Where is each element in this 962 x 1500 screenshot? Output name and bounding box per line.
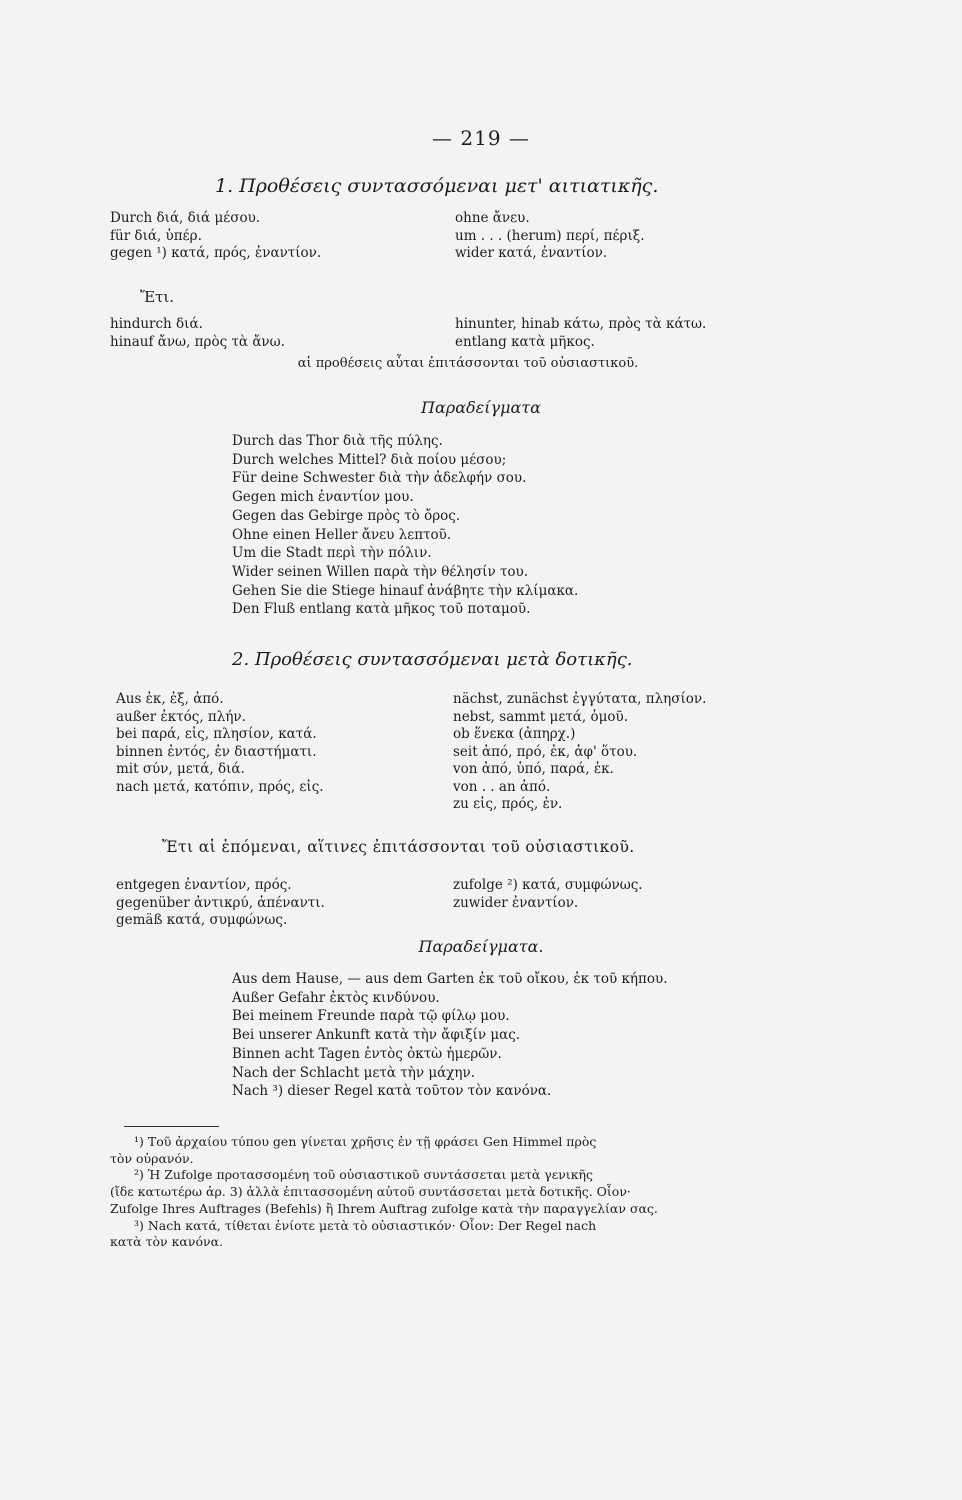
footnote-line: Zufolge Ihres Auftrages (Befehls) ἢ Ihrem Auftrag zufolge κατὰ τὴν παραγγελίαν σας. [110,1200,658,1216]
list-item: entgegen ἐναντίον, πρός. [116,877,292,893]
footnote-line: τὸν οὐρανόν. [110,1150,194,1166]
list-item: hinauf ἄνω, πρὸς τὰ ἄνω. [110,333,285,350]
example-line: Nach ³) dieser Regel κατὰ τοῦτον τὸν κανόνα. [232,1083,552,1100]
list-item: Durch διά, διά μέσου. [110,210,261,226]
footnote-line: κατὰ τὸν κανόνα. [110,1234,223,1250]
list-item: nach μετά, κατόπιν, πρός, εἰς. [116,778,324,795]
list-item: außer ἐκτός, πλήν. [116,708,246,725]
example-line: Den Fluß entlang κατὰ μῆκος τοῦ ποταμοῦ. [232,601,531,618]
example-line: Nach der Schlacht μετὰ τὴν μάχην. [232,1064,475,1081]
section1-heading: 1. Προθέσεις συντασσόμεναι μετ' αιτιατικῆς. [215,175,659,197]
example-line: Um die Stadt περὶ τὴν πόλιν. [232,545,432,562]
list-item: ob ἕνεκα (ἀπηρχ.) [453,726,576,742]
section1-examples [232,432,578,619]
example-line: Binnen acht Tagen ἐντὸς ὀκτὼ ἡμερῶν. [232,1045,502,1062]
section1-examples-heading: Παραδείγματα [421,398,541,417]
list-item: hinunter, hinab κάτω, πρὸς τὰ κάτω. [455,316,707,332]
list-item: von ἀπό, ὑπό, παρά, ἐκ. [453,761,614,777]
example-line: Für deine Schwester διὰ τὴν ἀδελφήν σου. [232,470,527,487]
example-line: Bei meinem Freunde παρὰ τῷ φίλῳ μου. [232,1008,510,1025]
list-item: bei παρά, εἰς, πλησίον, κατά. [116,726,317,742]
section1-right-list [455,210,645,263]
list-item: hindurch διά. [110,316,203,332]
list-item: binnen ἐντός, ἐν διαστήματι. [116,743,317,760]
example-line: Gehen Sie die Stiege hinauf ἀνάβητε τὴν κλίμακα. [232,582,579,599]
footnote-line: ²) Ἡ Zufolge προτασσομένη τοῦ οὐσιαστικοῦ συντάσσεται μετὰ γενικῆς [134,1167,594,1183]
example-line: Aus dem Hause, — aus dem Garten ἐκ τοῦ οἴκου, ἐκ τοῦ κήπου. [232,971,668,987]
example-line: Bei unserer Ankunft κατὰ τὴν ἄφιξίν μας. [232,1027,521,1044]
example-line: Ohne einen Heller ἄνευ λεπτοῦ. [232,526,452,543]
list-item: gemäß κατά, συμφώνως. [116,912,288,928]
list-item: zu εἰς, πρός, ἐν. [453,796,563,812]
example-line: Wider seinen Willen παρὰ τὴν θέλησίν του. [232,563,529,580]
example-line: Gegen das Gebirge πρὸς τὸ ὄρος. [232,507,461,524]
section2-heading: 2. Προθέσεις συντασσόμεναι μετὰ δοτικῆς. [232,649,633,670]
list-item: nebst, sammt μετά, ὁμοῦ. [453,708,629,725]
example-line: Gegen mich ἐναντίον μου. [232,489,414,506]
section2-examples-heading: Παραδείγματα. [418,937,544,956]
list-item: um . . . (herum) περί, πέριξ. [455,227,645,244]
example-line: Außer Gefahr ἐκτὸς κινδύνου. [232,989,440,1006]
list-item: gegenüber ἀντικρύ, ἀπέναντι. [116,894,325,911]
list-item: seit ἀπό, πρό, ἐκ, ἀφ' ὅτου. [453,743,638,760]
section1-right-list-2 [455,316,706,351]
section1-left-list [110,210,321,263]
list-item: zufolge ²) κατά, συμφώνως. [453,877,643,893]
list-item: nächst, zunächst ἐγγύτατα, πλησίον. [453,691,707,707]
section1-note: αἱ προθέσεις αὗται ἐπιτάσσονται τοῦ οὐσιαστικοῦ. [297,356,639,371]
list-item: Aus ἐκ, ἐξ, ἀπό. [116,691,224,707]
section2-left-list-2 [116,877,325,930]
footnote-line: ¹) Τοῦ ἀρχαίου τύπου gen γίνεται χρῆσις ἐν τῇ φράσει Gen Himmel πρὸς [134,1134,597,1149]
list-item: wider κατά, ἐναντίον. [455,245,608,261]
section2-note: Ἔτι αἱ ἑπόμεναι, αἵτινες ἐπιτάσσονται τοῦ οὐσιαστικοῦ. [162,838,635,856]
section2-left-list [116,691,324,796]
footnote-line: (ἴδε κατωτέρω ἀρ. 3) ἀλλὰ ἐπιτασσομένη αὐτοῦ συντάσσεται μετὰ δοτικῆς. Οἷον· [110,1184,631,1200]
list-item: ohne ἄνευ. [455,210,530,226]
list-item: mit σύν, μετά, διά. [116,761,245,777]
section1-eti: Ἔτι. [140,288,175,306]
section2-examples [232,970,668,1101]
section2-right-list [453,691,706,814]
section1-left-list-2 [110,316,285,351]
list-item: von . . an ἀπό. [453,778,551,795]
footnotes [110,1134,790,1251]
list-item: für διά, ὑπέρ. [110,227,202,244]
example-line: Durch welches Mittel? διὰ ποίου μέσου; [232,451,507,468]
list-item: entlang κατὰ μῆκος. [455,333,595,350]
section2-right-list-2 [453,877,643,912]
list-item: gegen ¹) κατά, πρός, ἐναντίον. [110,245,322,261]
footnote-rule [124,1126,219,1127]
page-number: — 219 — [432,126,530,150]
example-line: Durch das Thor διὰ τῆς πύλης. [232,433,443,449]
list-item: zuwider ἐναντίον. [453,894,579,911]
footnote-line: ³) Nach κατά, τίθεται ἐνίοτε μετὰ τὸ οὐσιαστικόν· Οἷον: Der Regel nach [134,1217,597,1233]
